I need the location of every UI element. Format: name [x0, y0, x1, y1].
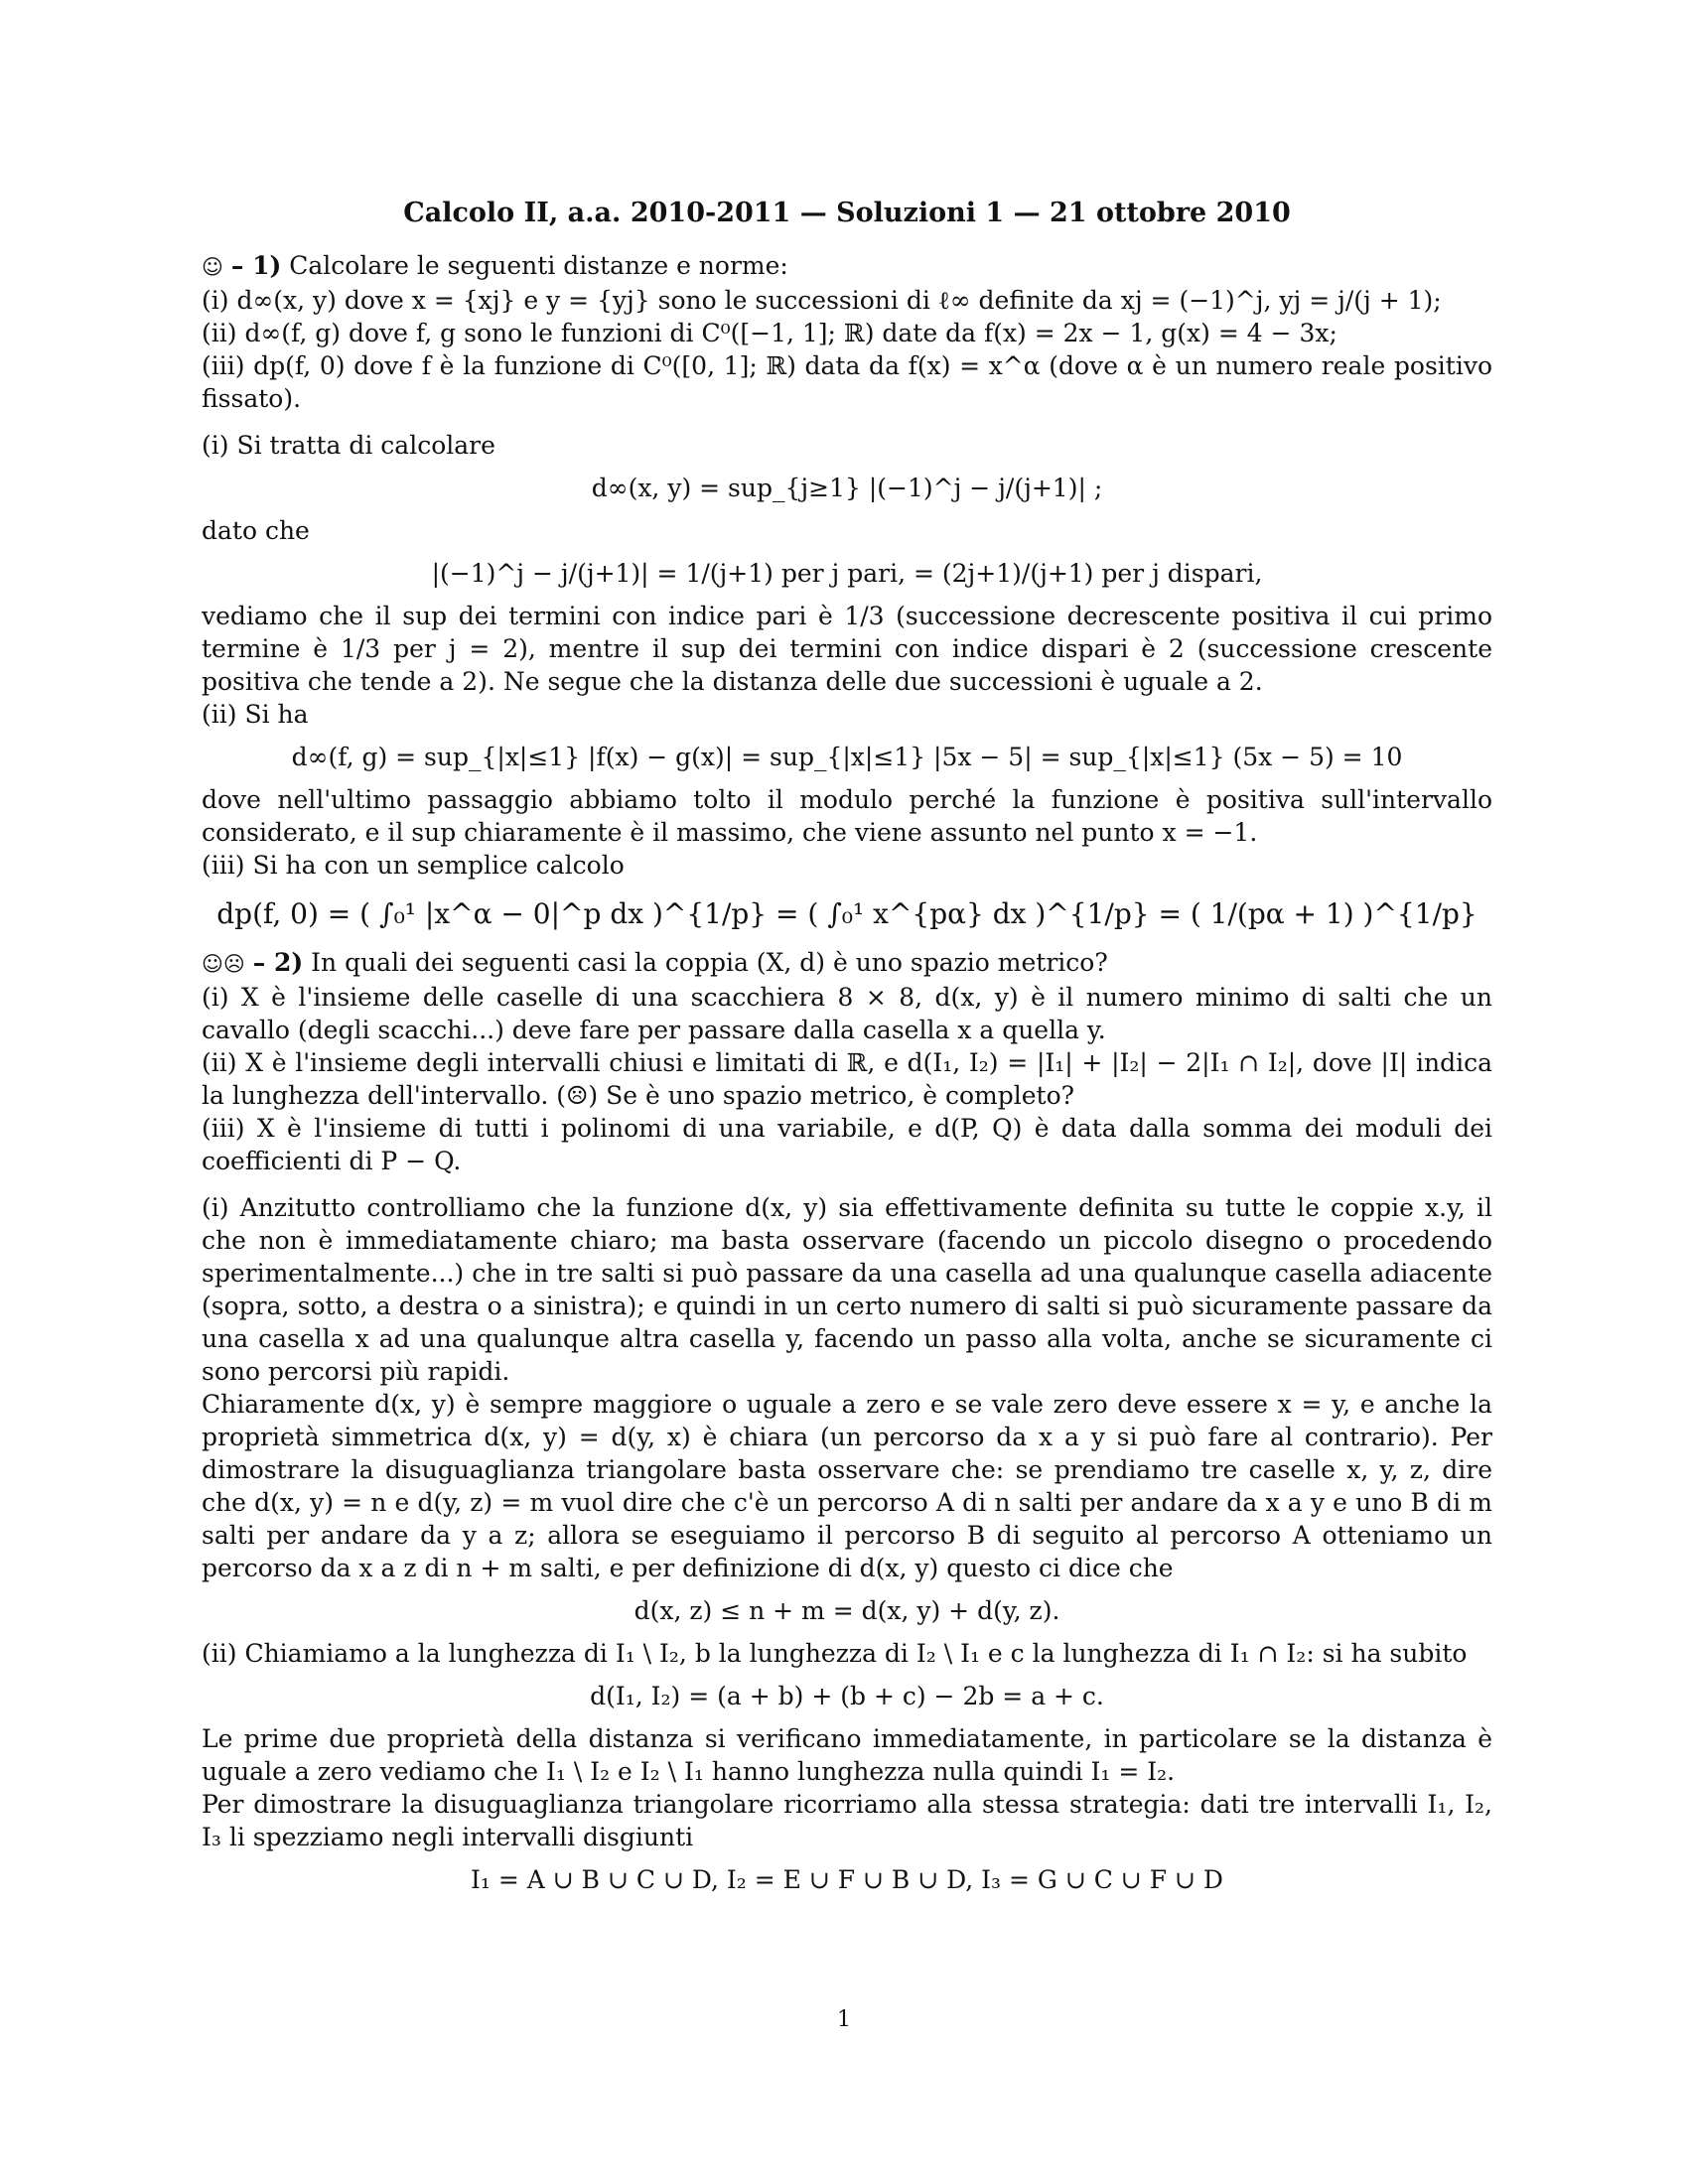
exercise-2: [202, 946, 1492, 1896]
formula-2-distance: d(I₁, I₂) = (a + b) + (b + c) − 2b = a + c.: [590, 1682, 1104, 1710]
exercise-2-item-iii: (iii) X è l'insieme di tutti i polinomi di una variabile, e d(P, Q) è data dalla somma dei moduli dei coefficienti di P − Q.: [202, 1114, 1492, 1175]
solution-1-i-text: vediamo che il sup dei termini con indice pari è 1/3 (successione decrescente positiva il cui primo termine è 1/3 per j = 2), mentre il sup dei termini con indice dispari è 2 (successione crescente positiva che tende a 2). Ne segue che la distanza delle due successioni è uguale a 2.: [202, 602, 1492, 696]
smiley-icon: ☺: [202, 255, 223, 279]
solution-2-ii-text2: Le prime due proprietà della distanza si verificano immediatamente, in particolare se la distanza è uguale a zero vediamo che I₁ \ I₂ e I₂ \ I₁ hanno lunghezza nulla quindi I₁ = I₂.: [202, 1724, 1492, 1786]
exercise-1-number: – 1): [230, 251, 282, 280]
exercise-2-item-i: (i) X è l'insieme delle caselle di una scacchiera 8 × 8, d(x, y) è il numero minimo di salti che un cavallo (degli scacchi...) deve fare per passare dalla casella x a quella y.: [202, 983, 1492, 1044]
solution-2-ii-text1: (ii) Chiamiamo a la lunghezza di I₁ \ I₂, b la lunghezza di I₂ \ I₁ e c la lunghezza di I₁ ∩ I₂: si ha subito: [202, 1639, 1468, 1668]
formula-1-ii: d∞(f, g) = sup_{|x|≤1} |f(x) − g(x)| = sup_{|x|≤1} |5x − 5| = sup_{|x|≤1} (5x − 5) = 10: [291, 743, 1403, 771]
exercise-2-statement: In quali dei seguenti casi la coppia (X, d) è uno spazio metrico?: [311, 948, 1108, 977]
solution-1-ii-text: dove nell'ultimo passaggio abbiamo tolto il modulo perché la funzione è positiva sull'intervallo considerato, e il sup chiaramente è il massimo, che viene assunto nel punto x = −1.: [202, 785, 1492, 847]
exercise-2-item-ii: (ii) X è l'insieme degli intervalli chiusi e limitati di ℝ, e d(I₁, I₂) = |I₁| + |I₂| − 2|I₁ ∩ I₂|, dove |I| indica la lunghezza dell'intervallo. (☹) Se è uno spazio metrico, è completo?: [202, 1048, 1492, 1110]
formula-2-intervals: I₁ = A ∪ B ∪ C ∪ D, I₂ = E ∪ F ∪ B ∪ D, I₃ = G ∪ C ∪ F ∪ D: [471, 1865, 1223, 1894]
formula-1-cases: |(−1)^j − j/(j+1)| = 1/(j+1) per j pari, = (2j+1)/(j+1) per j dispari,: [431, 559, 1263, 588]
solution-1-iii-intro: (iii) Si ha con un semplice calcolo: [202, 851, 625, 880]
exercise-1-item-ii: (ii) d∞(f, g) dove f, g sono le funzioni di C⁰([−1, 1]; ℝ) date da f(x) = 2x − 1, g(x) = 4 − 3x;: [202, 319, 1337, 347]
formula-2-triangle: d(x, z) ≤ n + m = d(x, y) + d(y, z).: [633, 1596, 1060, 1625]
solution-2-ii-text3: Per dimostrare la disuguaglianza triangolare ricorriamo alla stessa strategia: dati tre intervalli I₁, I₂, I₃ li spezziamo negli intervalli disgiunti: [202, 1790, 1492, 1851]
exercise-1: [202, 249, 1492, 930]
solution-1-ii-intro: (ii) Si ha: [202, 700, 309, 729]
exercise-1-heading: [202, 249, 1492, 284]
formula-1-sup: d∞(x, y) = sup_{j≥1} |(−1)^j − j/(j+1)| ;: [591, 474, 1103, 502]
exercise-2-heading: [202, 946, 1492, 981]
exercise-1-item-i: (i) d∞(x, y) dove x = {xj} e y = {yj} sono le successioni di ℓ∞ definite da xj = (−1)^j, yj = j/(j + 1);: [202, 286, 1442, 315]
exercise-1-item-iii: (iii) dp(f, 0) dove f è la funzione di C⁰([0, 1]; ℝ) data da f(x) = x^α (dove α è un numero reale positivo fissato).: [202, 351, 1492, 413]
solution-1-i-intro: (i) Si tratta di calcolare: [202, 431, 495, 460]
solution-2-i-text2: Chiaramente d(x, y) è sempre maggiore o uguale a zero e se vale zero deve essere x = y, e anche la proprietà simmetrica d(x, y) = d(y, x) è chiara (un percorso da x a y si può fare al contrario). Per dimostrare la disuguaglianza triangolare basta osservare che: se prendiamo tre caselle x, y, z, dire che d(x, y) = n e d(y, z) = m vuol dire che c'è un percorso A di n salti per andare da x a y e uno B di m salti per andare da y a z; allora se eseguiamo il percorso B di seguito al percorso A otteniamo un percorso da x a z di n + m salti, e per definizione di d(x, y) questo ci dice che: [202, 1390, 1492, 1582]
solution-2-i-text1: (i) Anzitutto controlliamo che la funzione d(x, y) sia effettivamente definita su tutte le coppie x.y, il che non è immediatamente chiaro; ma basta osservare (facendo un piccolo disegno o procedendo sperimentalmente...) che in tre salti si può passare da una casella ad una qualunque casella adiacente (sopra, sotto, a destra o a sinistra); e quindi in un certo numero di salti si può sicuramente passare da una casella x ad una qualunque altra casella y, facendo un passo alla volta, anche se sicuramente ci sono percorsi più rapidi.: [202, 1193, 1492, 1386]
exercise-1-statement: Calcolare le seguenti distanze e norme:: [289, 251, 788, 280]
formula-1-iii: dp(f, 0) = ( ∫₀¹ |x^α − 0|^p dx )^{1/p} = ( ∫₀¹ x^{pα} dx )^{1/p} = ( 1/(pα + 1) )^{1/p}: [216, 897, 1477, 930]
solution-1-given: dato che: [202, 516, 310, 545]
exercise-2-number: – 2): [252, 948, 304, 977]
page-title: Calcolo II, a.a. 2010-2011 — Soluzioni 1 — 21 ottobre 2010: [403, 198, 1291, 228]
page-number: 1: [837, 2007, 851, 2032]
page-content: [202, 197, 1492, 1906]
smiley-pair-icon: ☺☹: [202, 952, 245, 976]
